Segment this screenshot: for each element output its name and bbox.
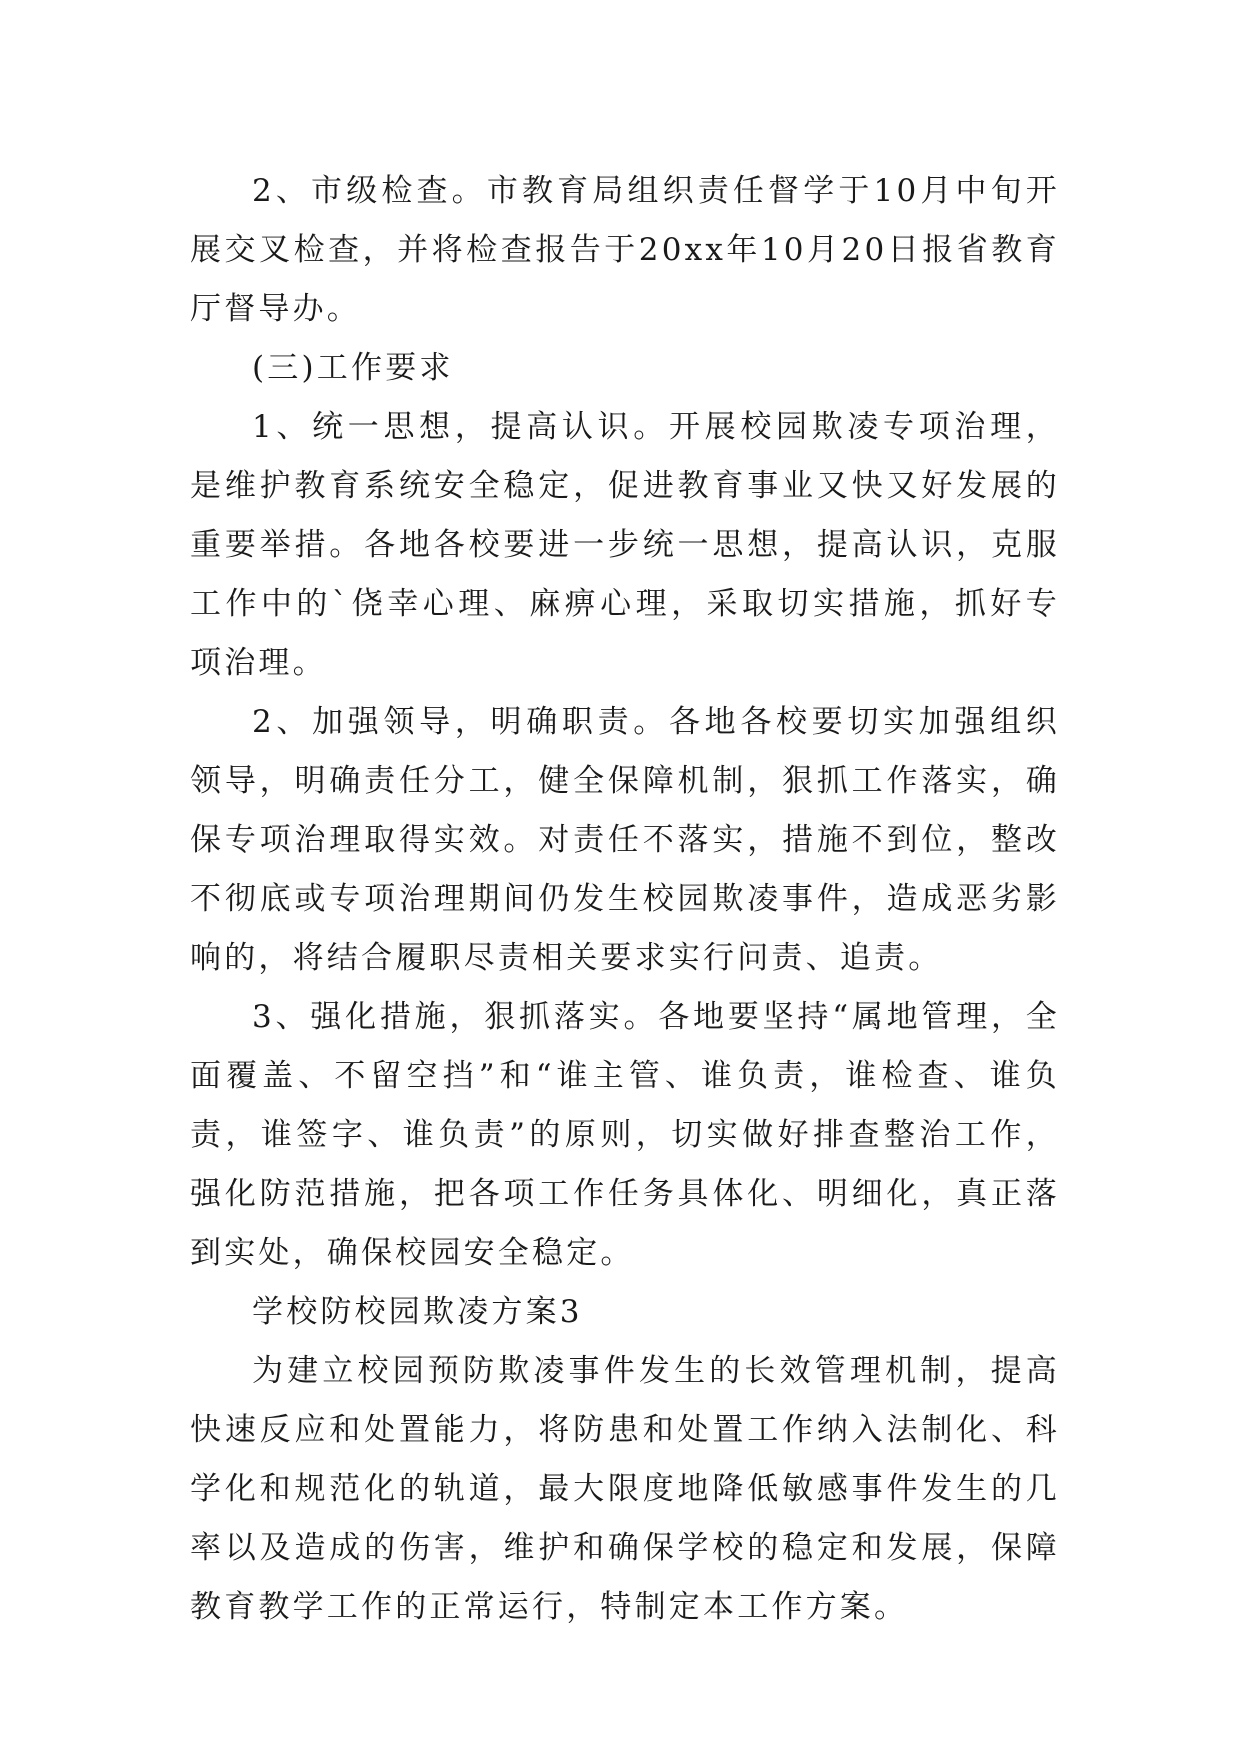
paragraph-plan-purpose: 为建立校园预防欺凌事件发生的长效管理机制，提高快速反应和处置能力，将防患和处置工作纳入法制化、科学化和规范化的轨道，最大限度地降低敏感事件发生的几率以及造成的伤害，维护和确保学校的稳定和发展，保障教育教学工作的正常运行，特制定本工作方案。 (190, 1353, 1060, 1625)
paragraph-strengthen-measures: 3、强化措施，狠抓落实。各地要坚持“属地管理，全面覆盖、不留空挡”和“谁主管、谁负责，谁检查、谁负责，谁签字、谁负责”的原则，切实做好排查整治工作，强化防范措施，把各项工作任务具体化、明细化，真正落到实处，确保校园安全稳定。 (190, 999, 1060, 1271)
plan-title-3: 学校防校园欺凌方案3 (252, 1294, 583, 1330)
section-heading-work-requirements: (三)工作要求 (252, 350, 454, 386)
paragraph-city-inspection: 2、市级检查。市教育局组织责任督学于10月中旬开展交叉检查，并将检查报告于20xx年10月20日报省教育厅督导办。 (190, 173, 1060, 327)
paragraph-unify-thinking: 1、统一思想，提高认识。开展校园欺凌专项治理，是维护教育系统安全稳定，促进教育事业又快又好发展的重要举措。各地各校要进一步统一思想，提高认识，克服工作中的`侥幸心理、麻痹心理，采取切实措施，抓好专项治理。 (190, 409, 1060, 681)
paragraph-strengthen-leadership: 2、加强领导，明确职责。各地各校要切实加强组织领导，明确责任分工，健全保障机制，狠抓工作落实，确保专项治理取得实效。对责任不落实，措施不到位，整改不彻底或专项治理期间仍发生校园欺凌事件，造成恶劣影响的，将结合履职尽责相关要求实行问责、追责。 (190, 704, 1060, 976)
document-body (190, 162, 1060, 1637)
